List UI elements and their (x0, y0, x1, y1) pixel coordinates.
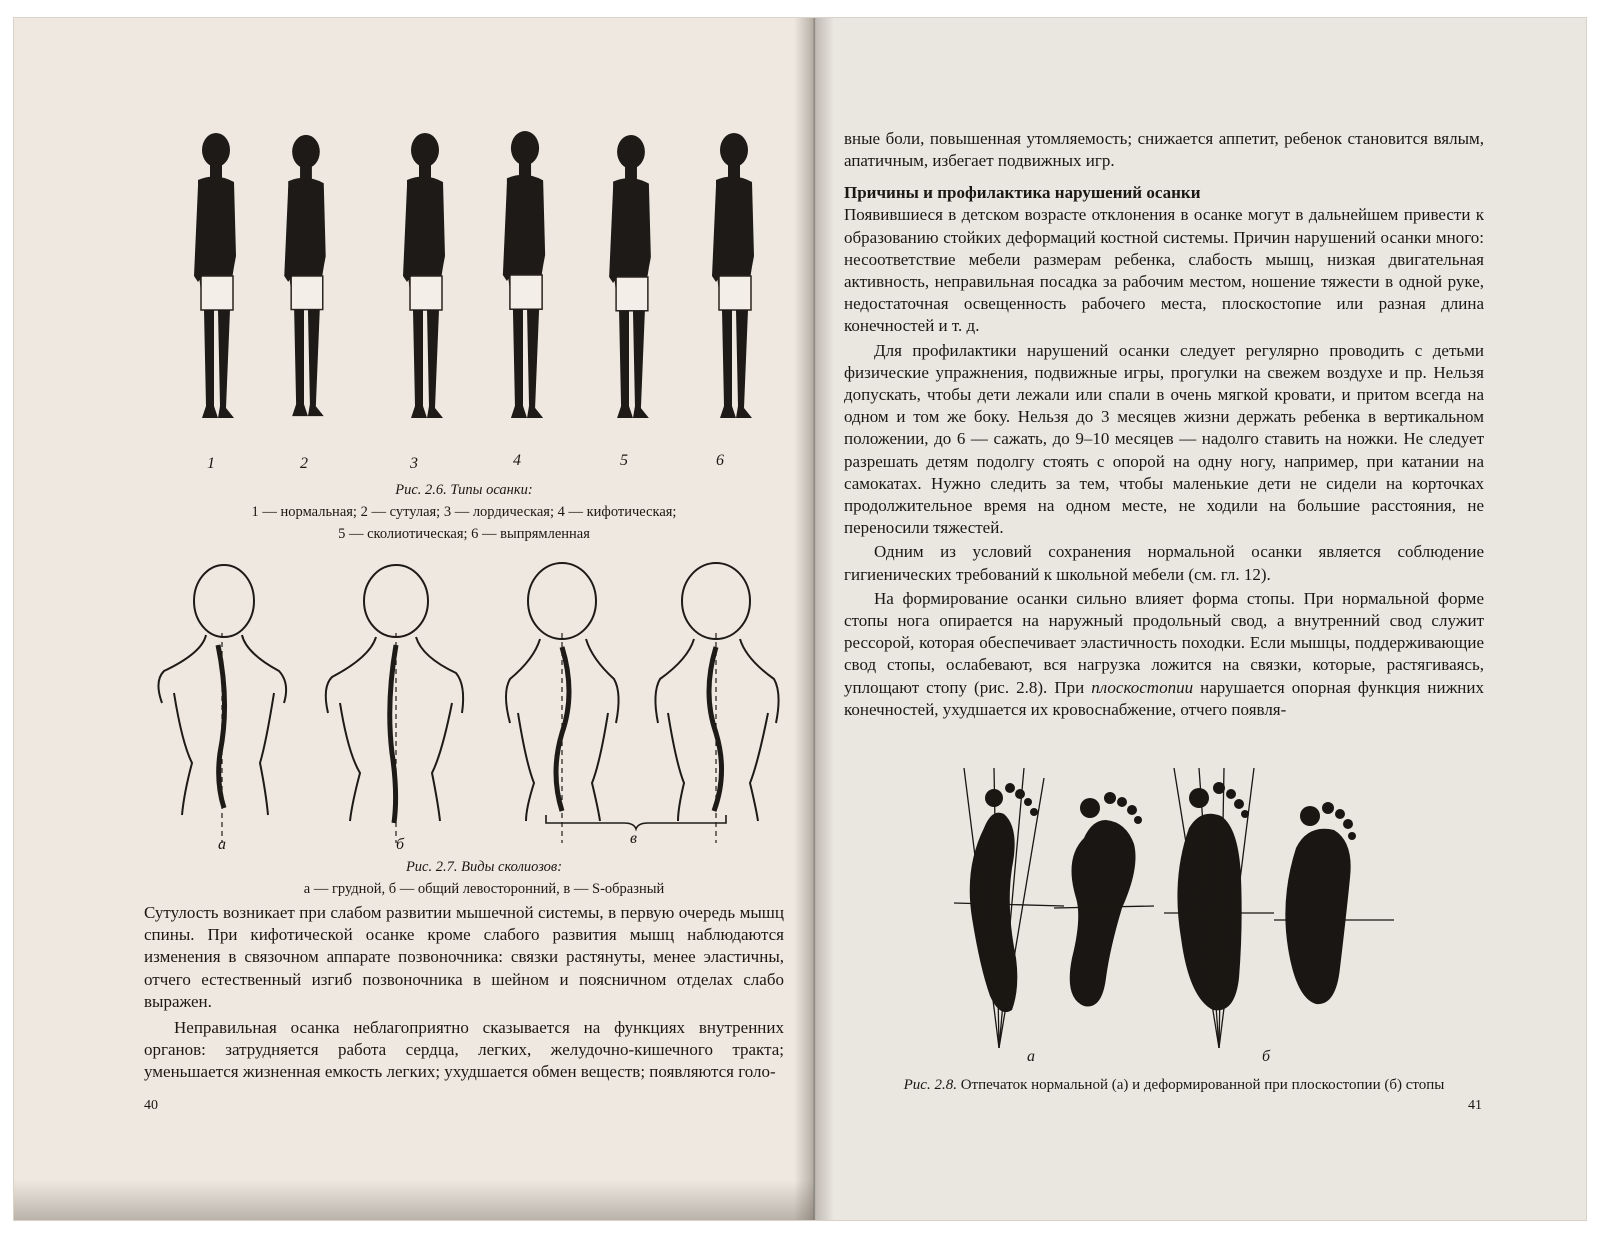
posture-label-1: 1 (207, 455, 215, 472)
page-number-right: 41 (1468, 1098, 1482, 1113)
left-page (14, 18, 810, 1220)
posture-caption-line-2: 5 — сколиотическая; 6 — выпрямленная (338, 526, 590, 542)
back-v1 (506, 563, 619, 843)
footprint-caption-title: Рис. 2.8. (903, 1077, 957, 1093)
posture-label-5: 5 (620, 452, 628, 469)
back-v2 (655, 563, 778, 843)
posture-label-3: 3 (410, 455, 418, 472)
right-paragraph-2: Для профилактики нарушений осанки следует регулярно проводить с детьми физические упражнения, подвижные игры, прогулки на свежем воздухе и пр. Нельзя допускать, чтобы дети лежали или спали в очень мягкой кровати, и притом всегда на одном и том же боку. Нельзя до 3 месяцев жизни держать ребенка в вертикальном положении, до 6 — сажать, до 9–10 месяцев — надолго ставить на ножки. Не следует разрешать детям подолгу стоять с опорой на одну ногу, например, при катании на самокатах. Нужно следить за тем, чтобы маленькие дети не сидели на корточках продолжительное время на одном месте, не ходили на большие расстояния, не переносили тяжестей. (844, 340, 1484, 538)
right-paragraph-3: Одним из условий сохранения нормальной осанки является соблюдение гигиенических требований к школьной мебели (см. гл. 12). (844, 542, 1484, 584)
figure-4 (503, 131, 545, 418)
left-body-text (144, 902, 784, 1084)
footprint-normal-2 (1070, 792, 1142, 1006)
page-number-left: 40 (144, 1098, 158, 1113)
scoliosis-label-b: б (396, 836, 405, 853)
right-page (814, 18, 1586, 1220)
posture-figure (174, 116, 774, 456)
right-continuation: вные боли, повышенная утомляемость; снижается аппетит, ребенок становится вялым, апатичным, избегает подвижных игр. (844, 129, 1484, 171)
left-paragraph-1: Сутулость возникает при слабом развитии мышечной системы, в первую очередь мышц спины. При кифотической осанке кроме слабого развития мышц наблюдаются изменения в связочном аппарате позвоночника: связки растянуты, менее эластичны, отчего естественный изгиб позвоночника в шейном и поясничном отделах слабо выражен. (144, 903, 784, 1011)
right-paragraph-4 (844, 588, 1484, 721)
posture-caption-title: Рис. 2.6. Типы осанки: (395, 482, 533, 498)
posture-label-2: 2 (300, 455, 308, 472)
footprint-label-a: а (1027, 1048, 1035, 1065)
figure-2 (284, 135, 325, 416)
posture-caption (184, 479, 744, 545)
footprint-caption (854, 1074, 1494, 1096)
scoliosis-label-v: в (630, 830, 637, 847)
left-paragraph-2: Неправильная осанка неблагоприятно сказывается на функциях внутренних органов: затрудняется работа сердца, легких, желудочно-кишечного тракта; уменьшается жизненная емкость легких; ухудшается обмен веществ; появляются голо- (144, 1018, 784, 1082)
figure-3 (403, 133, 445, 418)
book-spread (14, 18, 1586, 1220)
brace-v (546, 815, 726, 829)
figure-5 (609, 135, 651, 418)
posture-silhouettes-illustration (174, 116, 774, 456)
posture-label-4: 4 (513, 452, 521, 469)
footprint-caption-text: Отпечаток нормальной (а) и деформированной при плоскостопии (б) стопы (960, 1077, 1445, 1093)
scoliosis-caption-title: Рис. 2.7. Виды сколиозов: (405, 859, 563, 875)
scoliosis-label-a: а (218, 836, 226, 853)
scoliosis-figure (144, 553, 794, 843)
scoliosis-backs-illustration (144, 553, 794, 843)
back-a (158, 565, 286, 843)
foot-text-b: нарушается опорная функция нижних конечностей, ухудшается их кровоснабжение, отчего появля- (844, 677, 1485, 719)
scoliosis-caption (224, 856, 744, 900)
footprint-label-b: б (1262, 1048, 1271, 1065)
posture-label-6: 6 (716, 452, 724, 469)
footprint-flat-2 (1285, 802, 1356, 1004)
figure-6 (712, 133, 754, 418)
footprint-figure (954, 758, 1394, 1048)
footprints-illustration (954, 758, 1394, 1048)
right-paragraph-1: Появившиеся в детском возрасте отклонения в осанке могут в дальнейшем привести к образованию стойких деформаций костной системы. Причин нарушений осанки много: несоответствие мебели размерам ребенка, слабость мышц, низкая двигательная активность, неправильная посадка за рабочим местом, ношение тяжести в одной руке, недостаточная освещенность рабочего места, плоскостопие или разная длина конечностей и т. д. (844, 205, 1484, 336)
scoliosis-caption-line-1: а — грудной, б — общий левосторонний, в — S-образный (303, 881, 665, 897)
figure-1 (194, 133, 236, 418)
right-body-text (844, 128, 1484, 721)
posture-caption-line-1: 1 — нормальная; 2 — сутулая; 3 — лордическая; 4 — кифотическая; (251, 504, 677, 520)
foot-text-a: На формирование осанки сильно влияет форма стопы. При нормальной форме стопы нога опирается на наружный продольный свод, а внутренний свод служит рессорой, которая обеспечивает эластичность походки. Если мышцы, поддерживающие свод стопы, ослабевают, вся нагрузка ложится на связки, которые, растягиваясь, уплощают стопу (рис. 2.8). При (844, 588, 1484, 697)
section-heading: Причины и профилактика нарушений осанки (844, 183, 1201, 203)
back-b (326, 565, 463, 843)
flatfoot-term: плоскостопии (1091, 677, 1194, 697)
